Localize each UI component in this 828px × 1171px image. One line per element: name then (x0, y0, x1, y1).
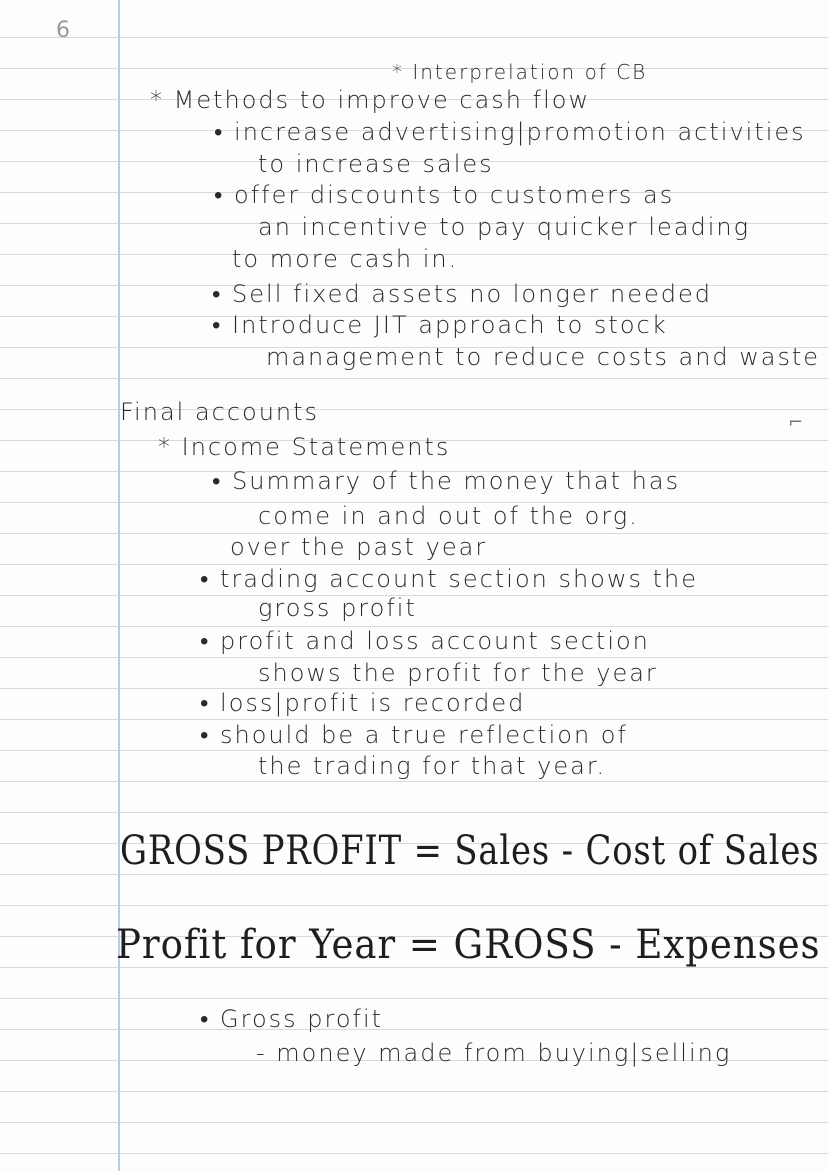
note-line: to increase sales (258, 150, 494, 178)
note-line: * Methods to improve cash flow (150, 86, 591, 114)
note-line: • Summary of the money that has (212, 467, 681, 495)
note-line: • Sell fixed assets no longer needed (212, 280, 712, 308)
note-line: • increase advertising|promotion activities (214, 118, 806, 146)
note-line: over the past year (230, 533, 488, 561)
note-line: come in and out of the org. (258, 502, 639, 530)
note-line: management to reduce costs and waste (266, 343, 821, 371)
note-line: • offer discounts to customers as (214, 181, 675, 209)
note-line: • should be a true reflection of (200, 721, 628, 749)
formula-gross-profit: GROSS PROFIT = Sales - Cost of Sales (120, 828, 820, 874)
note-line: shows the profit for the year (258, 659, 658, 687)
note-line: Final accounts (120, 398, 320, 426)
note-line: * Interprelation of CB (392, 60, 648, 84)
page-number: 6 (56, 18, 70, 43)
corner-mark: ⌐ (788, 412, 804, 433)
note-line: the trading for that year. (258, 752, 607, 780)
note-line: • Introduce JIT approach to stock (212, 311, 668, 339)
note-line: • loss|profit is recorded (200, 689, 526, 717)
note-line: - money made from buying|selling (256, 1039, 732, 1067)
note-line: • Gross profit (200, 1005, 384, 1033)
note-line: • profit and loss account section (200, 627, 650, 655)
formula-profit-for-year: Profit for Year = GROSS - Expenses (116, 922, 821, 968)
margin-line (118, 0, 120, 1171)
note-line: gross profit (258, 594, 417, 622)
note-line: • trading account section shows the (200, 565, 699, 593)
note-line: to more cash in. (232, 245, 459, 273)
note-line: an incentive to pay quicker leading (258, 213, 751, 241)
note-line: * Income Statements (158, 433, 451, 461)
